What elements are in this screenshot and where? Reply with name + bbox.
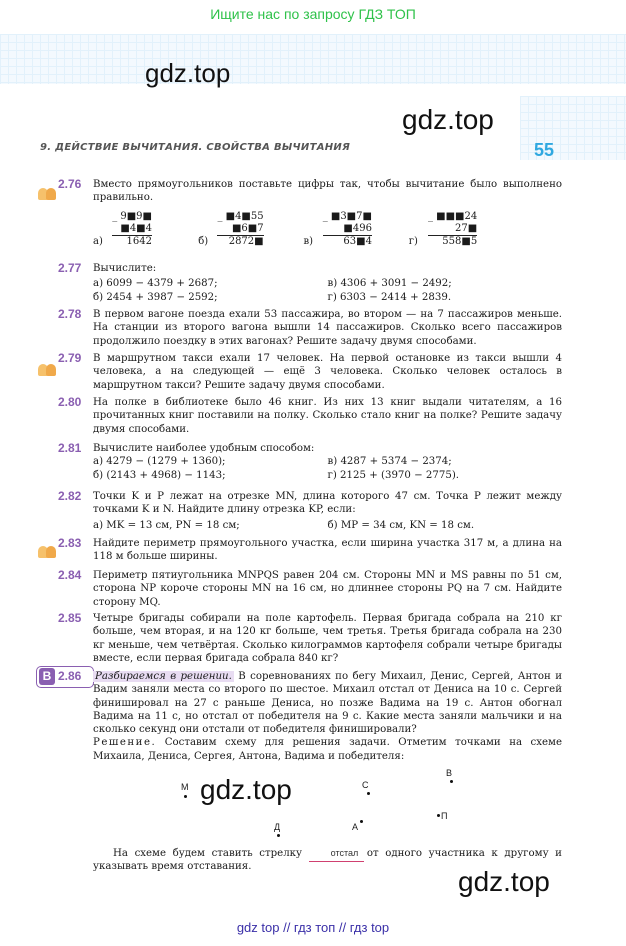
page-number: 55 <box>534 140 555 160</box>
point-label-c: С <box>362 780 369 790</box>
minuend: _ ■■■24 <box>427 210 478 222</box>
task-number: 2.80 <box>58 395 82 409</box>
task-text: В маршрутном такси ехали 17 человек. На первой остановке из такси вышли 4 человека, а на следующей — ещё 3 человека. Сколько человек осталось в маршрутном такси? Решите задачу двумя способами. <box>93 353 562 391</box>
point-p <box>437 814 440 817</box>
explanation-part: от одного участника к другому и указывать время отставания. <box>93 848 562 873</box>
minuend: _ ■3■7■ <box>322 210 372 222</box>
point-a <box>360 820 363 823</box>
task-number: 2.77 <box>58 261 82 275</box>
watermark: gdz.top <box>200 774 292 805</box>
task-number: 2.83 <box>58 536 82 550</box>
point-label-m: М <box>181 782 189 792</box>
expression: в) 4306 + 3091 − 2492; <box>327 278 452 290</box>
example-column <box>217 211 263 248</box>
expression-column <box>93 277 328 304</box>
point-label-p: П <box>441 811 448 821</box>
task-text: На полке в библиотеке было 46 книг. Из них 13 книг выдали читателям, а 16 прочитанных книг поставили на полку. Сколько стало книг на полке? Решите задачу двумя способами. <box>93 397 562 435</box>
subtrahend: ■4■4 <box>120 222 152 234</box>
expression-column <box>93 455 328 482</box>
point-v <box>450 780 453 783</box>
example-b <box>198 211 286 248</box>
task-text <box>93 670 562 736</box>
expression: в) 4287 + 5374 − 2374; <box>327 456 452 468</box>
example-c <box>304 211 392 248</box>
expressions <box>93 277 562 304</box>
pair-work-icon <box>38 188 56 200</box>
difference: 1642 <box>112 235 152 248</box>
solution-lead: Решение. <box>93 737 157 749</box>
condition: б) MP = 34 см, KN = 18 см. <box>327 519 475 531</box>
footer-links[interactable]: gdz top // гдз топ // гдз top <box>236 920 390 935</box>
task-2-76 <box>58 178 562 248</box>
expression: а) 4279 − (1279 + 1360); <box>93 456 226 468</box>
task-2-86 <box>58 670 562 763</box>
solution-text <box>93 736 562 763</box>
example-column <box>323 211 372 248</box>
task-2-77 <box>58 262 562 304</box>
task-2-84 <box>58 569 562 609</box>
solution-body: Составим схему для решения задачи. Отметим точками на схеме Михаила, Дениса, Сергея, Антона, Вадима и победителя: <box>93 737 562 762</box>
example-label: в) <box>303 235 314 247</box>
expression-column <box>328 277 563 304</box>
watermark: gdz.top <box>458 866 550 897</box>
point-c <box>367 792 370 795</box>
badge-letter: В <box>39 668 55 685</box>
expression: г) 6303 − 2414 + 2839. <box>327 291 452 303</box>
example-a <box>93 211 181 248</box>
task-number: 2.85 <box>58 611 82 625</box>
chapter-header: 9. ДЕЙСТВИЕ ВЫЧИТАНИЯ. СВОЙСТВА ВЫЧИТАНИЯ <box>40 142 351 153</box>
condition: а) MK = 13 см, PN = 18 см; <box>93 519 240 531</box>
conditions <box>93 519 562 532</box>
pair-work-icon <box>38 546 56 558</box>
task-text: Найдите периметр прямоугольного участка, если ширина участка 317 м, а длина на 118 м больше ширины. <box>93 538 562 563</box>
minuend: _ ■4■55 <box>217 210 264 222</box>
task-number: 2.82 <box>58 489 82 503</box>
arrow-label: отстал <box>309 847 361 860</box>
task-text: Четыре бригады собирали на поле картофель. Первая бригада собрала на 210 кг больше, чем вторая, и на 120 кг больше, чем третья. Третья бригада собрала на 230 кг меньше, чем четвёртая. Сколько килограммов картофеля собрали четыре бригады вместе, если первая бригада собрала 840 кг? <box>93 613 562 664</box>
task-2-82 <box>58 490 562 532</box>
subtrahend: 27■ <box>455 222 478 234</box>
analysis-lead: Разбираемся в решении. <box>95 671 232 682</box>
task-text: Вычислите наиболее удобным способом: <box>93 443 315 454</box>
difference: 63■4 <box>323 235 372 248</box>
expression: б) (2143 + 4968) − 1143; <box>93 469 226 481</box>
top-banner[interactable]: Ищите нас по запросу ГДЗ ТОП <box>210 6 416 22</box>
task-number: 2.79 <box>58 351 82 365</box>
example-label: б) <box>198 235 209 247</box>
expressions <box>93 455 562 482</box>
expression-column <box>328 455 563 482</box>
example-d <box>409 211 497 248</box>
difference: 2872■ <box>217 235 263 248</box>
pair-work-icon <box>38 364 56 376</box>
task-text: Точки K и P лежат на отрезке MN, длина которого 47 см. Точка P лежит между точками K и N. Найдите длину отрезка KP, если: <box>93 491 562 516</box>
expression: б) 2454 + 3987 − 2592; <box>93 291 218 303</box>
subtrahend: ■6■7 <box>231 222 264 234</box>
task-text: Вместо прямоугольников поставьте цифры так, чтобы вычитание было выполнено правильно. <box>93 179 562 204</box>
grid-decoration-top <box>0 34 626 84</box>
subtrahend: ■496 <box>343 222 372 234</box>
task-2-78 <box>58 308 562 348</box>
task-text: Вычислите: <box>93 263 157 274</box>
task-number: 2.86 <box>58 669 82 683</box>
point-label-a: А <box>352 822 359 832</box>
watermark: gdz.top <box>402 104 494 135</box>
task-number: 2.78 <box>58 307 82 321</box>
expression: г) 2125 + (3970 − 2775). <box>327 469 460 481</box>
task-2-83 <box>58 537 562 564</box>
task-2-79 <box>58 352 562 392</box>
difference: 558■5 <box>428 235 477 248</box>
task-text: Периметр пятиугольника MNPQS равен 204 см. Стороны MN и MS равны по 51 см, сторона NP короче стороны MN на 16 см, но длиннее стороны PQ на 7 см. Найдите сторону MQ. <box>93 570 562 608</box>
expression: а) 6099 − 4379 + 2687; <box>93 278 218 290</box>
example-label: г) <box>408 235 418 247</box>
task-number: 2.76 <box>58 177 82 191</box>
watermark: gdz.top <box>145 58 231 88</box>
task-2-81 <box>58 442 562 482</box>
task-number: 2.81 <box>58 441 82 455</box>
task-text: В первом вагоне поезда ехали 53 пассажира, во втором — на 7 пассажиров меньше. На станции из второго вагона вышли 14 пассажиров. Сколько всего пассажиров продолжило поездку в этих вагонах? Решите задачу двумя способами. <box>93 309 562 347</box>
example-column <box>112 211 152 248</box>
minuend: _ 9■9■ <box>112 210 152 222</box>
point-m <box>184 795 187 798</box>
example-label: а) <box>93 235 103 247</box>
task-body: В соревнованиях по бегу Михаил, Денис, Сергей, Антон и Вадим заняли места со второго по шестое. Михаил отстал от Дениса на 10 с. Сергей финишировал на 27 с раньше Дениса, но позже Вадима на 19 с. Антон обогнал Вадима на 11 с, но отстал от победителя на 9 с. Какие места заняли мальчики и на сколько секунд они отстали от победителя финишировали? <box>93 671 562 736</box>
point-label-v: В <box>446 768 453 778</box>
point-d <box>277 834 280 837</box>
task-number: 2.84 <box>58 568 82 582</box>
task-2-80 <box>58 396 562 436</box>
explanation-part: На схеме будем ставить стрелку <box>113 848 303 859</box>
task-2-85 <box>58 612 562 665</box>
subtraction-examples <box>93 211 562 248</box>
point-label-d: Д <box>274 822 281 832</box>
example-column <box>428 211 477 248</box>
